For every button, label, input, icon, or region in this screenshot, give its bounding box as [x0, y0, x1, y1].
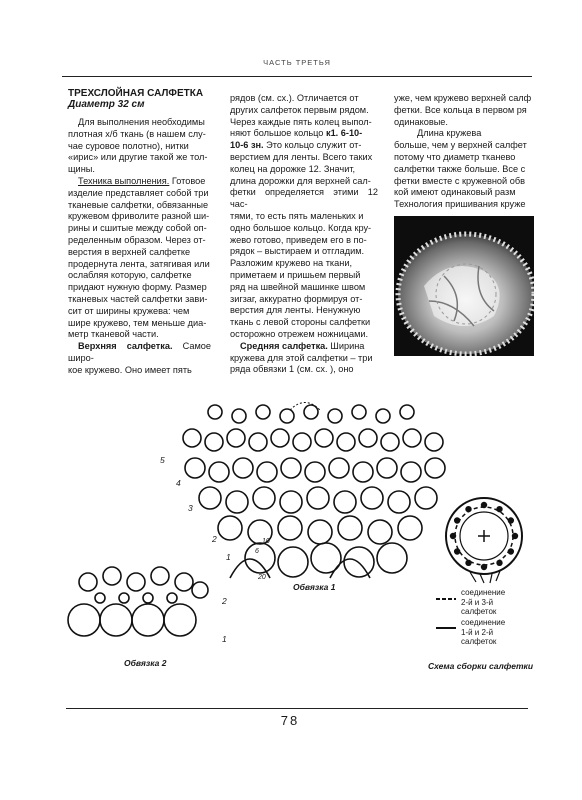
- col1-line: продернута лента, затягивая или: [68, 258, 210, 269]
- lace-ring: [151, 567, 169, 585]
- col1-line: ределенным образом. Через от-: [68, 234, 206, 245]
- col3-line: одинаковые.: [394, 116, 448, 127]
- col1-line: изделие представляет собой три: [68, 187, 209, 198]
- legend-dashed-label: соединение 2-й и 3-й салфеток: [461, 588, 506, 616]
- lace-ring: [183, 429, 201, 447]
- ribbon-hole: [496, 560, 502, 566]
- scheme1-row-number: 2: [212, 534, 217, 544]
- lace-ring: [185, 458, 205, 478]
- col1-line: плотная х/б ткань (в нашем слу-: [68, 128, 206, 139]
- ribbon-hole: [508, 548, 514, 554]
- col1-line: тканевых частей салфетки зави-: [68, 293, 208, 304]
- lace-ring: [192, 582, 208, 598]
- lace-ring: [278, 516, 302, 540]
- col2-line: Средняя салфетка. Ширина: [240, 340, 365, 351]
- col3-line: потому что диаметр тканево: [394, 151, 516, 162]
- lace-ring: [143, 593, 153, 603]
- lace-ring: [425, 433, 443, 451]
- lace-ring: [337, 433, 355, 451]
- header-rule: [62, 76, 532, 77]
- top-napkin-label: Верхняя салфетка.: [78, 341, 173, 352]
- scheme1-row-number: 1: [226, 552, 231, 562]
- col3-line: салфетки также больше. Все с: [394, 163, 526, 174]
- lace-ring: [208, 405, 222, 419]
- lace-ring: [398, 516, 422, 540]
- col2-line: Через каждые пять колец выпол-: [230, 116, 372, 127]
- scheme2-row-number: 1: [222, 634, 227, 644]
- tatting-scheme-1: [170, 390, 480, 600]
- lace-ring: [103, 567, 121, 585]
- lace-ring: [278, 547, 308, 577]
- lace-ring: [256, 405, 270, 419]
- middle-napkin-label: Средняя салфетка.: [240, 340, 328, 351]
- page-number: 78: [280, 713, 300, 728]
- lace-ring: [249, 433, 267, 451]
- lace-ring: [400, 405, 414, 419]
- legend-solid-line-icon: [436, 625, 456, 631]
- lace-ring: [338, 516, 362, 540]
- lace-ring: [308, 520, 332, 544]
- scheme1-row-number: 4: [176, 478, 181, 488]
- col2-line: одно большое кольцо. Когда кру-: [230, 222, 372, 233]
- col2-line: кружева для этой салфетки – три: [230, 352, 373, 363]
- lace-ring: [281, 458, 301, 478]
- lace-ring: [232, 409, 246, 423]
- col2-line: рядок – выстираем и отгладим.: [230, 246, 365, 257]
- lace-ring: [95, 593, 105, 603]
- col1-line: тканевые салфетки, обвязанные: [68, 199, 209, 210]
- lace-ring: [368, 520, 392, 544]
- col2-line: других салфеток первым рядом.: [230, 104, 369, 115]
- lace-ring: [218, 516, 242, 540]
- scheme1-row-number: 5: [160, 455, 165, 465]
- scheme1-caption: Обвязка 1: [293, 582, 336, 592]
- col1-line: «ирис» или другие такой же тол-: [68, 152, 208, 163]
- lace-ring: [119, 593, 129, 603]
- lace-ring: [376, 409, 390, 423]
- col1-line: Верхняя салфетка. Самое широ-: [68, 341, 211, 363]
- lace-ring: [233, 458, 253, 478]
- lace-ring: [253, 487, 275, 509]
- col2-line: верстием для ленты. Всего таких: [230, 151, 373, 162]
- ribbon-hole: [512, 533, 518, 539]
- col3-line: Длина кружева: [416, 128, 482, 139]
- lace-ring: [377, 458, 397, 478]
- lace-ring: [307, 487, 329, 509]
- lace-ring: [164, 604, 196, 636]
- column-1: [68, 88, 211, 377]
- ribbon-hole: [454, 548, 460, 554]
- lace-ring: [271, 429, 289, 447]
- col3-line: Технология пришивания круже: [394, 199, 526, 210]
- lace-ring: [79, 573, 97, 591]
- ribbon-hole: [496, 506, 502, 512]
- col2-line: длина дорожки для верхней сал-: [230, 175, 371, 186]
- column-3: [394, 93, 534, 211]
- col2-line: ряд на швейной машинке швом: [230, 281, 366, 292]
- col2-line: 10-6 зн. Это кольцо служит от-: [230, 140, 362, 151]
- lace-ring: [293, 433, 311, 451]
- lace-ring: [334, 491, 356, 513]
- col1-line: кое кружево. Оно имеет пять: [68, 364, 192, 375]
- col1-line: рины и сшитые между собой оп-: [68, 223, 207, 234]
- lace-ring: [304, 405, 318, 419]
- lace-ring: [377, 543, 407, 573]
- lace-ring: [305, 462, 325, 482]
- col2-line: жево готово, приведем его в по-: [230, 234, 367, 245]
- lace-ring: [68, 604, 100, 636]
- col2-line: верстия для ленты. Ненужную: [230, 305, 361, 316]
- ribbon-hole: [481, 502, 487, 508]
- lace-ring: [257, 462, 277, 482]
- ribbon-hole: [508, 517, 514, 523]
- col2-line: тями, то есть пять маленьких и: [230, 210, 364, 221]
- ribbon-hole: [450, 533, 456, 539]
- ribbon-hole: [465, 560, 471, 566]
- col2-line: ткань с левой стороны салфетки: [230, 317, 371, 328]
- lace-ring: [401, 462, 421, 482]
- col1-line: ослабляя которую, салфетке: [68, 270, 192, 281]
- col1-line: щины.: [68, 164, 95, 175]
- col2-line: ряда обвязки 1 (см. сх. ), оно: [230, 364, 354, 375]
- col3-line: уже, чем кружево верхней салф: [394, 93, 532, 103]
- scheme2-caption: Обвязка 2: [124, 658, 167, 668]
- lace-ring: [175, 573, 193, 591]
- ribbon-hole: [465, 506, 471, 512]
- running-header: ЧАСТЬ ТРЕТЬЯ: [263, 58, 331, 67]
- lace-ring: [361, 487, 383, 509]
- lace-ring: [403, 429, 421, 447]
- napkin-photo: [394, 216, 534, 356]
- lace-ring: [132, 604, 164, 636]
- lace-ring: [199, 487, 221, 509]
- col1-line: шире кружево, тем меньше диа-: [68, 317, 207, 328]
- lace-ring: [352, 405, 366, 419]
- footer-rule: [66, 708, 528, 709]
- col2-line: рядов (см. сх.). Отличается от: [230, 93, 359, 103]
- ring-count-label: 10: [262, 538, 270, 545]
- lace-ring: [388, 491, 410, 513]
- ring-count-label: 6: [255, 548, 259, 555]
- lace-ring: [353, 462, 373, 482]
- col2-line: няют большое кольцо к1. 6-10-: [230, 128, 363, 139]
- lace-ring: [127, 573, 145, 591]
- col3-line: фетки вместе с кружевной обв: [394, 175, 525, 186]
- lace-ring: [415, 487, 437, 509]
- lace-ring: [425, 458, 445, 478]
- lace-ring: [359, 429, 377, 447]
- col3-line: фетки. Все кольца в первом ря: [394, 104, 527, 115]
- legend-dashed-line-icon: [436, 596, 456, 602]
- col1-line: Для выполнения необходимы: [78, 117, 205, 127]
- col2-line: Разложим кружево на ткани,: [230, 258, 353, 269]
- technique-label: Техника выполнения.: [78, 175, 170, 186]
- col3-line: кой имеют одинаковый разм: [394, 187, 516, 198]
- lace-ring: [315, 429, 333, 447]
- col2-line: зигзаг, аккуратно формируя от-: [230, 293, 363, 304]
- scheme1-row-number: 3: [188, 503, 193, 513]
- column-2: [230, 93, 378, 376]
- tatting-scheme-2: [66, 560, 216, 650]
- col2-line: колец на дорожке 12. Значит,: [230, 163, 356, 174]
- lace-ring: [280, 491, 302, 513]
- col2-line: фетки определяется этими 12 час-: [230, 187, 378, 210]
- lace-ring: [226, 491, 248, 513]
- assembly-scheme: [440, 492, 530, 584]
- col1-line: кружевом фриволите разной ши-: [68, 211, 210, 222]
- col1-line: верстия в верхней салфетке: [68, 246, 191, 257]
- col3-line: больше, чем у верхней салфет: [394, 140, 527, 151]
- col1-line: сит от ширины кружева: чем: [68, 305, 190, 316]
- lace-ring: [329, 458, 349, 478]
- col1-line: чае суровое полотно), нитки: [68, 140, 189, 151]
- lace-ring: [227, 429, 245, 447]
- assembly-caption: Схема сборки салфетки: [428, 661, 534, 671]
- col1-line: придают нужную форму. Размер: [68, 282, 207, 293]
- ring-count-label: 20: [258, 574, 266, 581]
- col2-line: осторожно отрежем ножницами.: [230, 328, 369, 339]
- lace-ring: [280, 409, 294, 423]
- lace-ring: [328, 409, 342, 423]
- ribbon-hole: [454, 517, 460, 523]
- lace-ring: [245, 543, 275, 573]
- col1-line: метр тканевой части.: [68, 329, 159, 340]
- article-subtitle: Диаметр 32 см: [68, 99, 145, 110]
- col2-line: приметаем и пришьем первый: [230, 269, 361, 280]
- lace-ring: [381, 433, 399, 451]
- lace-ring: [209, 462, 229, 482]
- lace-ring: [205, 433, 223, 451]
- article-title: ТРЕХСЛОЙНАЯ САЛФЕТКА: [68, 88, 204, 99]
- ribbon-hole: [481, 564, 487, 570]
- scheme2-row-number: 2: [222, 596, 227, 606]
- col1-line: Техника выполнения. Готовое: [78, 175, 206, 186]
- lace-ring: [100, 604, 132, 636]
- legend-solid-label: соединение 1-й и 2-й салфеток: [461, 618, 506, 646]
- lace-ring: [167, 593, 177, 603]
